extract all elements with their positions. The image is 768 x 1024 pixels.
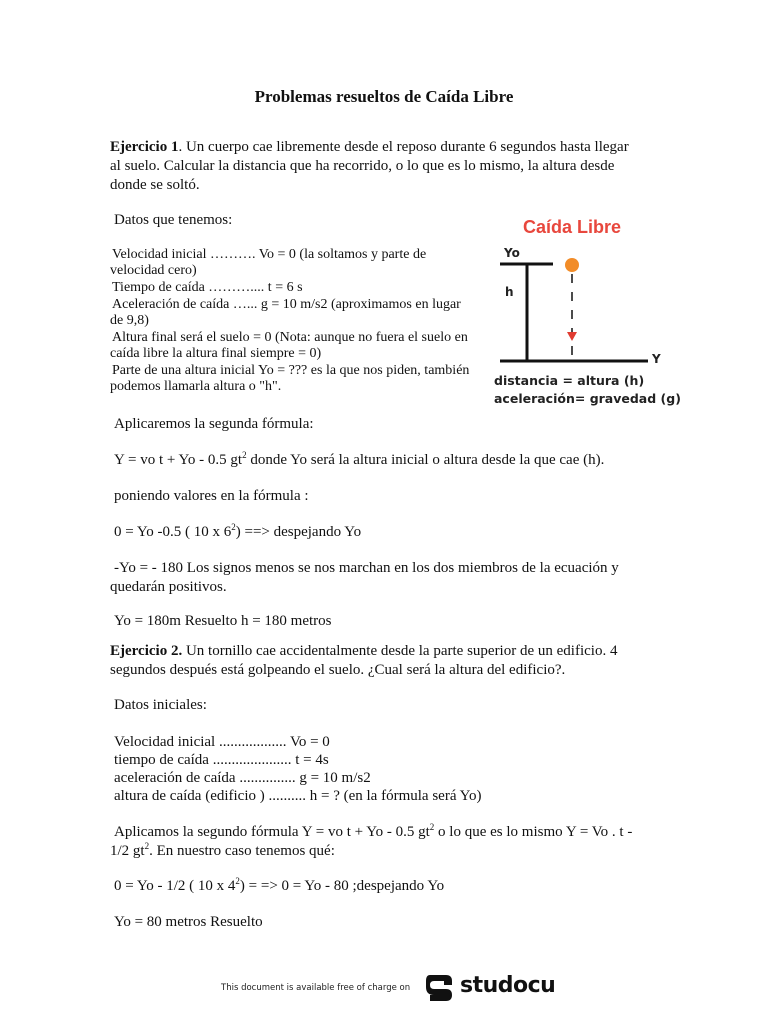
ex1-dato-3a: Aceleración de caída …... g = 10 m/s2 (aproximamos en lugar (112, 297, 461, 312)
footer-note: This document is available free of charge on (221, 983, 411, 993)
ex1-dato-1b: velocidad cero) (110, 263, 197, 278)
page-title: Problemas resueltos de Caída Libre (254, 87, 514, 106)
ex1-dato-5a: Parte de una altura inicial Yo = ??? es la que nos piden, también (112, 363, 470, 378)
ex2-intro-text: Un tornillo cae accidentalmente desde la parte superior de un edificio. 4 (182, 643, 618, 659)
ex2-aplic2-part-a: 1/2 gt (110, 843, 145, 859)
ex2-aplicamos-line-2 (110, 842, 335, 860)
ex1-dato-4a: Altura final será el suelo = 0 (Nota: aunque no fuera el suelo en (112, 330, 468, 345)
ex2-dato-4: altura de caída (edificio ) .......... h = ? (en la fórmula será Yo) (114, 788, 482, 804)
superscript-2: 2 (231, 522, 236, 532)
ex1-equation (114, 523, 361, 541)
ex2-eq-part-b: ) = => 0 = Yo - 80 ;despejando Yo (239, 878, 445, 894)
ex2-heading: Ejercicio 2. (110, 643, 183, 659)
ex2-aplic2-part-b: . En nuestro caso tenemos qué: (149, 843, 335, 859)
ex1-formula (114, 451, 604, 469)
ex2-intro-line-2: segundos después está golpeando el suelo. ¿Cual será la altura del edificio?. (110, 662, 566, 678)
free-fall-diagram (490, 240, 670, 370)
ex2-dato-3: aceleración de caída ............... g = 10 m/s2 (114, 770, 371, 786)
ex1-intro-line-2: al suelo. Calcular la distancia que ha recorrido, o lo que es lo mismo, la altura desde (110, 158, 615, 174)
figure-caption-line-1: distancia = altura (h) (494, 373, 645, 388)
ex2-dato-1: Velocidad inicial .................. Vo = 0 (114, 734, 330, 750)
ex1-eq-part-a: 0 = Yo -0.5 ( 10 x 6 (114, 524, 232, 540)
ex1-intro-text: . Un cuerpo cae libremente desde el reposo durante 6 segundos hasta llegar (178, 139, 629, 155)
ex1-dato-4b: caída libre la altura final siempre = 0) (110, 346, 322, 361)
falling-ball (565, 258, 579, 272)
diagram-h-label: h (505, 285, 514, 299)
fall-arrow-head (567, 332, 577, 341)
ex1-dato-3b: de 9,8) (110, 313, 149, 328)
ex1-poniendo: poniendo valores en la fórmula : (114, 488, 309, 504)
ex1-formula-part-b: donde Yo será la altura inicial o altura desde la que cae (h). (246, 452, 605, 468)
ex2-result: Yo = 80 metros Resuelto (114, 914, 263, 930)
ex1-datos-title: Datos que tenemos: (114, 212, 233, 228)
ex1-dato-5b: podemos llamarla altura o "h". (110, 379, 282, 394)
ex1-dato-2: Tiempo de caída ……….... t = 6 s (112, 280, 303, 295)
ex1-negative-line-1: -Yo = - 180 Los signos menos se nos marchan en los dos miembros de la ecuación y (114, 560, 619, 576)
figure-caption-line-2: aceleración= gravedad (g) (494, 391, 681, 406)
ex2-dato-2: tiempo de caída ..................... t = 4s (114, 752, 329, 768)
ex2-equation (114, 877, 444, 895)
ex2-aplic-part-b: o lo que es lo mismo Y = Vo . t - (434, 824, 633, 840)
diagram-yo-label: Yo (504, 246, 520, 260)
ex1-result: Yo = 180m Resuelto h = 180 metros (114, 613, 332, 629)
ex1-heading: Ejercicio 1 (110, 139, 179, 155)
ex2-eq-part-a: 0 = Yo - 1/2 ( 10 x 4 (114, 878, 236, 894)
ex1-dato-1a: Velocidad inicial ………. Vo = 0 (la soltamos y parte de (112, 247, 427, 262)
studocu-brand-link[interactable]: studocu (460, 973, 556, 998)
diagram-y-label: Y (652, 352, 661, 366)
superscript-2: 2 (242, 450, 247, 460)
superscript-2: 2 (144, 841, 150, 851)
superscript-2: 2 (235, 876, 240, 886)
studocu-logo-icon[interactable] (424, 971, 456, 1003)
ex2-datos-title: Datos iniciales: (114, 697, 207, 713)
ex1-negative-line-2: quedarán positivos. (110, 579, 227, 595)
ex2-aplic-part-a: Aplicamos la segundo fórmula Y = vo t + Yo - 0.5 gt (114, 824, 430, 840)
ex1-formula-part-a: Y = vo t + Yo - 0.5 gt (114, 452, 243, 468)
ex1-intro-line-3: donde se soltó. (110, 177, 200, 193)
ex2-aplicamos-line-1 (114, 823, 632, 841)
figure-title: Caída Libre (523, 217, 622, 237)
ex1-aplicaremos: Aplicaremos la segunda fórmula: (114, 416, 314, 432)
superscript-2: 2 (429, 822, 435, 832)
ex1-eq-part-b: ) ==> despejando Yo (235, 524, 362, 540)
ex2-intro-line-1 (110, 642, 617, 660)
ex1-intro-line-1 (110, 138, 629, 156)
